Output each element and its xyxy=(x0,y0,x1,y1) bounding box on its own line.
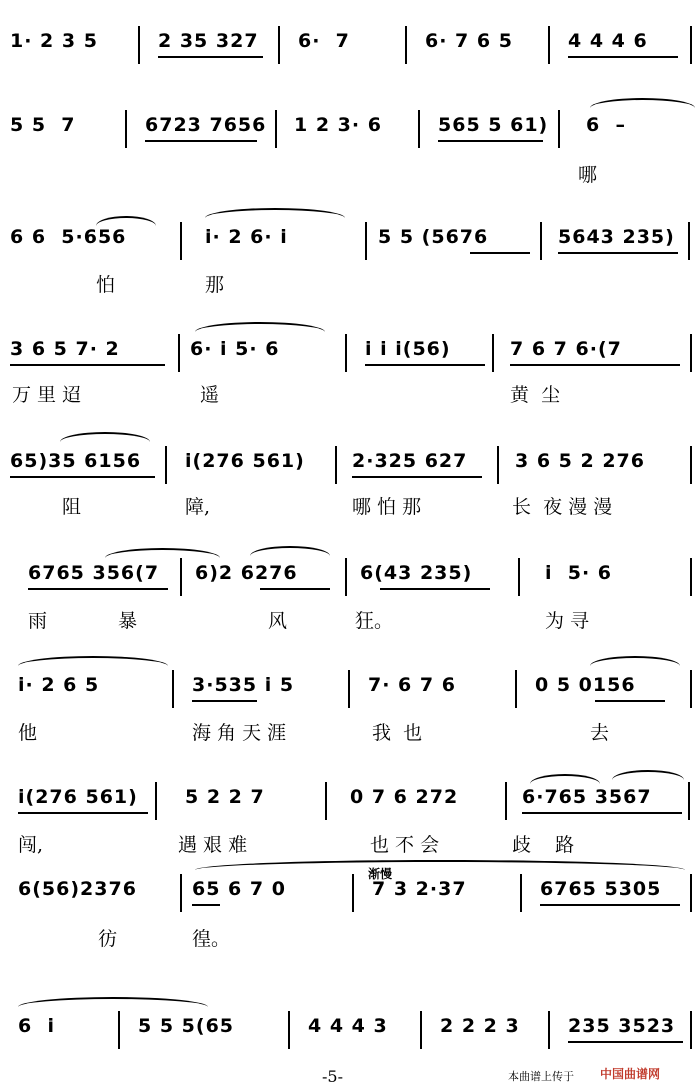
bar-line xyxy=(118,1011,120,1049)
measure: 65 6 7 0 xyxy=(192,878,286,900)
measure: 5643 235) xyxy=(558,226,675,248)
notes-row xyxy=(0,670,700,704)
measure: 0 7 6 272 xyxy=(350,786,459,808)
slur xyxy=(105,548,220,558)
measure: 3 6 5 2 276 xyxy=(515,450,646,472)
slur xyxy=(195,322,325,332)
notes-row xyxy=(0,334,700,368)
bar-line xyxy=(505,782,507,820)
measure: 4 4 4 3 xyxy=(308,1015,388,1037)
measure: 565 5 61) xyxy=(438,114,549,136)
lyric: 那 xyxy=(205,274,225,296)
measure: 235 3523 xyxy=(568,1015,676,1037)
lyrics-row xyxy=(0,924,700,950)
measure: 6·765 3567 xyxy=(522,786,652,808)
lyric: 彷 xyxy=(98,928,118,950)
lyric: 闯, xyxy=(18,834,44,856)
underline xyxy=(595,700,665,702)
underline xyxy=(10,364,165,366)
measure: i· 2 6· i xyxy=(205,226,288,248)
underline xyxy=(145,140,257,142)
bar-line xyxy=(172,670,174,708)
measure: 4 4 4 6 xyxy=(568,30,648,52)
lyric: 也 不 会 xyxy=(370,834,440,856)
underline xyxy=(192,700,257,702)
bar-line xyxy=(165,446,167,484)
lyric: 遇 艰 难 xyxy=(178,834,248,856)
bar-line xyxy=(690,874,692,912)
bar-line xyxy=(548,1011,550,1049)
measure: 0 5 0156 xyxy=(535,674,636,696)
page-number: -5- xyxy=(322,1067,343,1086)
underline xyxy=(510,364,680,366)
bar-line xyxy=(288,1011,290,1049)
bar-line xyxy=(345,334,347,372)
measure: 5 5 5(65 xyxy=(138,1015,235,1037)
lyrics-row xyxy=(0,830,700,856)
bar-line xyxy=(690,670,692,708)
measure: 6· i 5· 6 xyxy=(190,338,280,360)
underline xyxy=(470,252,530,254)
measure: 6723 7656 xyxy=(145,114,267,136)
measure: 1 2 3· 6 xyxy=(294,114,382,136)
underline xyxy=(10,476,155,478)
measure: 5 5 (5676 xyxy=(378,226,489,248)
lyric: 暴 xyxy=(118,610,138,632)
bar-line xyxy=(690,334,692,372)
bar-line xyxy=(325,782,327,820)
measure: 5 5 7 xyxy=(10,114,76,136)
lyrics-row xyxy=(0,606,700,632)
lyrics-row xyxy=(0,160,700,186)
site-name: 中国曲谱网 xyxy=(600,1067,661,1081)
lyric: 哪 xyxy=(578,164,598,186)
bar-line xyxy=(515,670,517,708)
lyric: 海 角 天 涯 xyxy=(192,722,287,744)
measure: 6(56)2376 xyxy=(18,878,137,900)
bar-line xyxy=(492,334,494,372)
underline xyxy=(540,904,680,906)
measure: 3·535 i 5 xyxy=(192,674,295,696)
slur xyxy=(590,656,680,666)
tempo-mark: 渐慢 xyxy=(368,867,393,881)
underline xyxy=(260,588,330,590)
measure: 2 2 2 3 xyxy=(440,1015,520,1037)
bar-line xyxy=(548,26,550,64)
lyric: 歧 路 xyxy=(512,834,575,856)
slur xyxy=(18,997,208,1007)
bar-line xyxy=(558,110,560,148)
bar-line xyxy=(520,874,522,912)
lyrics-row xyxy=(0,380,700,406)
measure: 7· 6 7 6 xyxy=(368,674,456,696)
slur xyxy=(195,860,685,870)
measure: 6· 7 6 5 xyxy=(425,30,513,52)
notes-row xyxy=(0,110,700,144)
underline xyxy=(365,364,485,366)
measure: 3 6 5 7· 2 xyxy=(10,338,120,360)
underline xyxy=(522,812,682,814)
lyric: 障, xyxy=(185,496,211,518)
bar-line xyxy=(690,1011,692,1049)
measure: i 5· 6 xyxy=(545,562,613,584)
bar-line xyxy=(138,26,140,64)
bar-line xyxy=(275,110,277,148)
notes-row xyxy=(0,874,700,908)
lyrics-row xyxy=(0,718,700,744)
lyric: 去 xyxy=(590,722,610,744)
bar-line xyxy=(688,782,690,820)
measure: 1· 2 3 5 xyxy=(10,30,98,52)
bar-line xyxy=(405,26,407,64)
measure: 6765 356(7 xyxy=(28,562,160,584)
lyric: 阻 xyxy=(62,496,82,518)
site-logo[interactable] xyxy=(600,1065,660,1082)
measure: 7 6 7 6·(7 xyxy=(510,338,622,360)
slur xyxy=(60,432,150,442)
bar-line xyxy=(180,222,182,260)
lyric: 我 也 xyxy=(372,722,423,744)
underline xyxy=(568,1041,683,1043)
lyric: 怕 xyxy=(96,274,116,296)
bar-line xyxy=(497,446,499,484)
bar-line xyxy=(180,558,182,596)
lyric: 万 里 迢 xyxy=(12,384,82,406)
lyric: 狂。 xyxy=(355,610,394,632)
slur xyxy=(96,216,156,226)
lyric: 雨 xyxy=(28,610,48,632)
underline xyxy=(28,588,168,590)
measure: 2·325 627 xyxy=(352,450,468,472)
bar-line xyxy=(690,26,692,64)
measure: 6 6 5·656 xyxy=(10,226,127,248)
bar-line xyxy=(335,446,337,484)
notes-row xyxy=(0,782,700,816)
underline xyxy=(558,252,678,254)
measure: 6765 5305 xyxy=(540,878,662,900)
measure: 5 2 2 7 xyxy=(185,786,265,808)
bar-line xyxy=(155,782,157,820)
bar-line xyxy=(345,558,347,596)
bar-line xyxy=(125,110,127,148)
lyric: 徨。 xyxy=(192,928,231,950)
underline xyxy=(158,56,263,58)
underline xyxy=(380,588,490,590)
notes-row xyxy=(0,222,700,256)
measure: i i i(56) xyxy=(365,338,451,360)
upload-credit: 本曲谱上传于 xyxy=(508,1070,574,1083)
measure: 6 – xyxy=(586,114,626,136)
lyric: 长 夜 漫 漫 xyxy=(512,496,613,518)
bar-line xyxy=(420,1011,422,1049)
slur xyxy=(205,208,345,218)
lyric: 他 xyxy=(18,722,38,744)
bar-line xyxy=(365,222,367,260)
slur xyxy=(590,98,695,108)
measure: 6· 7 xyxy=(298,30,350,52)
lyric: 黄 尘 xyxy=(510,384,561,406)
measure: 2 35 327 xyxy=(158,30,259,52)
bar-line xyxy=(348,670,350,708)
lyric: 为 寻 xyxy=(545,610,590,632)
slur xyxy=(530,774,600,784)
notes-row xyxy=(0,558,700,592)
bar-line xyxy=(540,222,542,260)
lyric: 风 xyxy=(268,610,288,632)
lyrics-row xyxy=(0,270,700,296)
lyric: 哪 怕 那 xyxy=(352,496,422,518)
slur xyxy=(18,656,168,666)
underline xyxy=(18,812,148,814)
bar-line xyxy=(690,558,692,596)
bar-line xyxy=(690,446,692,484)
underline xyxy=(438,140,543,142)
measure: i(276 561) xyxy=(18,786,138,808)
measure: 7 3 2·37 xyxy=(372,878,467,900)
bar-line xyxy=(278,26,280,64)
bar-line xyxy=(518,558,520,596)
bar-line xyxy=(418,110,420,148)
underline xyxy=(568,56,678,58)
notes-row xyxy=(0,1011,700,1045)
bar-line xyxy=(178,334,180,372)
notes-row xyxy=(0,26,700,60)
measure: i(276 561) xyxy=(185,450,305,472)
measure: 65)35 6156 xyxy=(10,450,142,472)
bar-line xyxy=(688,222,690,260)
measure: 6(43 235) xyxy=(360,562,473,584)
bar-line xyxy=(180,874,182,912)
lyric: 遥 xyxy=(200,384,220,406)
underline xyxy=(192,904,220,906)
bar-line xyxy=(352,874,354,912)
slur xyxy=(250,546,330,556)
slur xyxy=(612,770,684,780)
measure: i· 2 6 5 xyxy=(18,674,100,696)
underline xyxy=(352,476,482,478)
notes-row xyxy=(0,446,700,480)
measure: 6 i xyxy=(18,1015,55,1037)
measure: 6)2 6276 xyxy=(195,562,298,584)
lyrics-row xyxy=(0,492,700,518)
